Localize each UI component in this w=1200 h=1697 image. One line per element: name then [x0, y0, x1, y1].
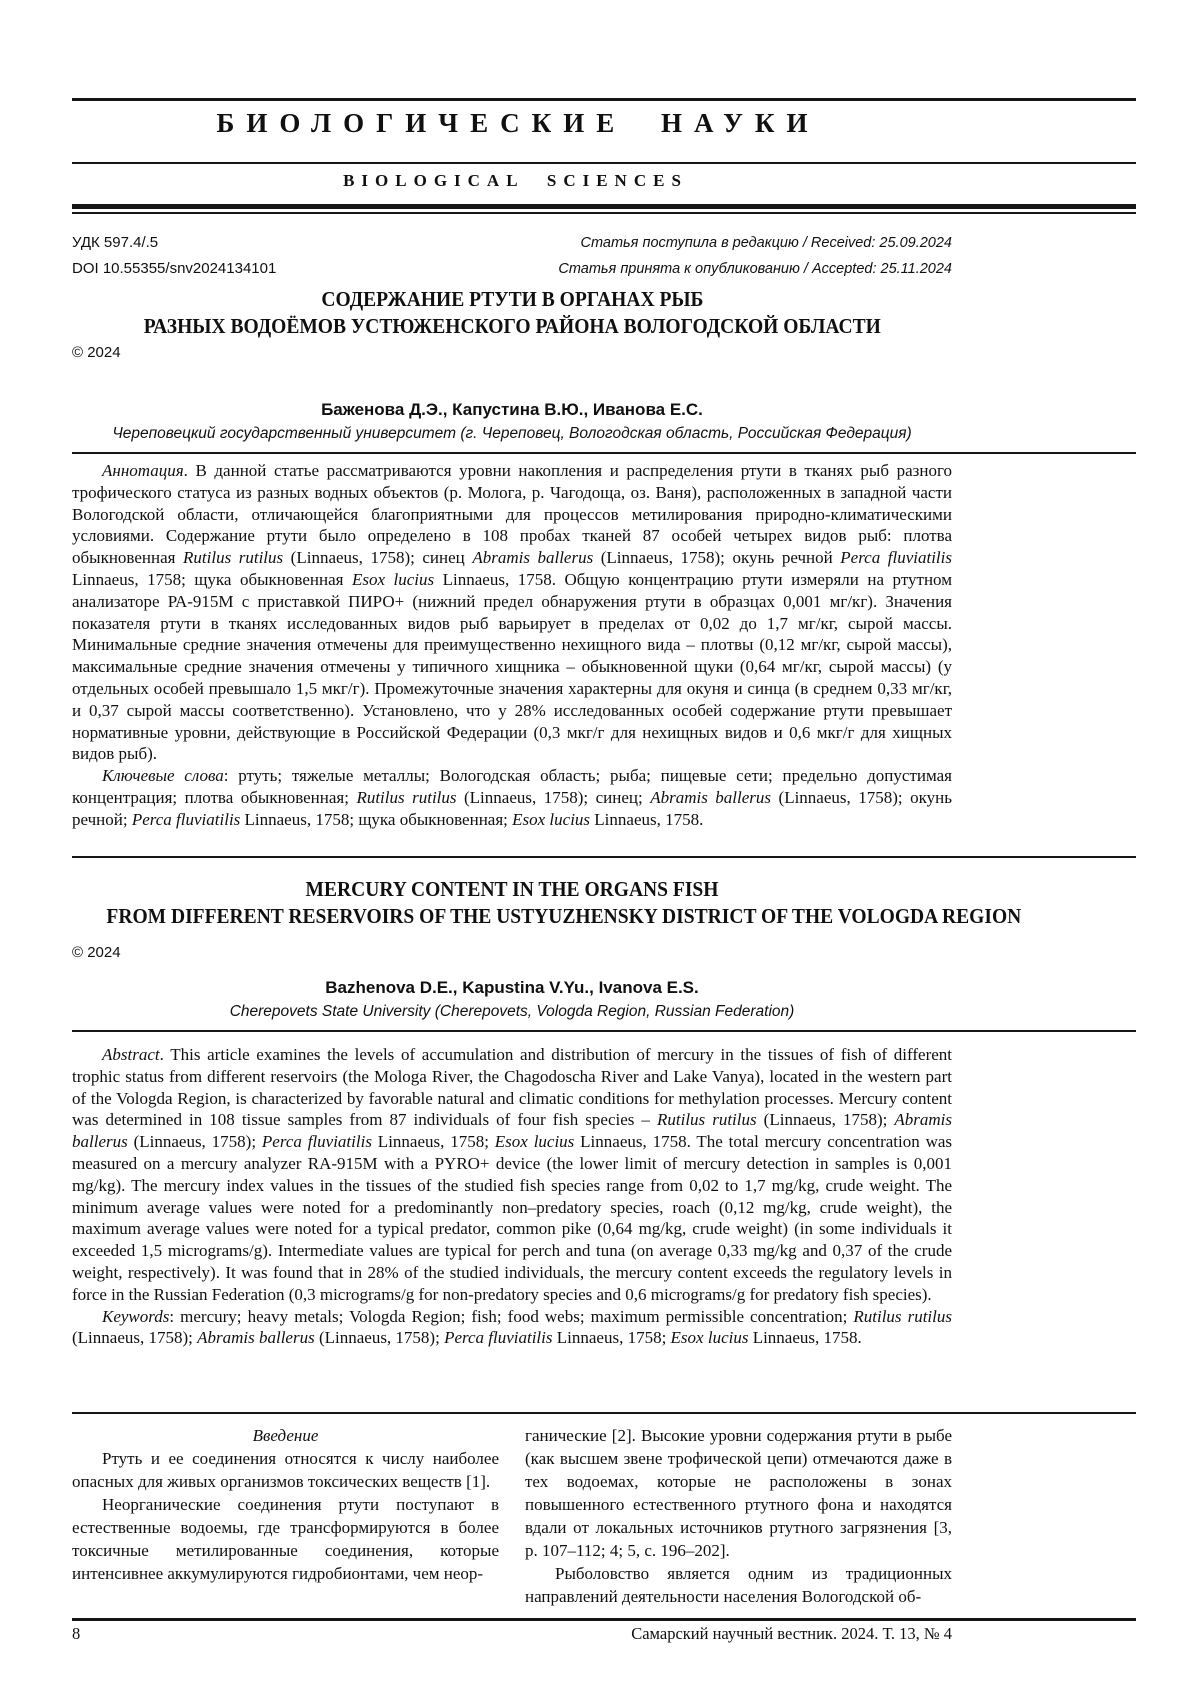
abstract-block-ru: [72, 460, 952, 831]
divider-rule: [72, 856, 1136, 858]
article-title-en: [72, 876, 1022, 930]
page-footer: [72, 1624, 952, 1644]
divider-rule: [72, 162, 1136, 164]
section-header-ru: БИОЛОГИЧЕСКИЕ НАУКИ: [216, 108, 820, 138]
meta-identifiers: [72, 230, 276, 282]
authors-en: Bazhenova D.E., Kapustina V.Yu., Ivanova E.S.: [325, 978, 699, 997]
article-title-en-line2: FROM DIFFERENT RESERVOIRS OF THE USTYUZHENSKY DISTRICT OF THE VOLOGDA REGION: [106, 904, 1022, 928]
intro-paragraph: Ртуть и ее соединения относятся к числу наиболее опасных для живых организмов токсических веществ [1].: [72, 1449, 499, 1491]
article-meta: [72, 230, 952, 282]
article-title-ru-line1: СОДЕРЖАНИЕ РТУТИ В ОРГАНАХ РЫБ: [320, 287, 704, 311]
affiliation-en: Cherepovets State University (Cherepovets, Vologda Region, Russian Federation): [229, 1003, 795, 1020]
article-title-ru-line2: РАЗНЫХ ВОДОЁМОВ УСТЮЖЕНСКОГО РАЙОНА ВОЛОГОДСКОЙ ОБЛАСТИ: [143, 314, 881, 338]
copyright-en: © 2024: [72, 944, 121, 961]
authors-ru: Баженова Д.Э., Капустина В.Ю., Иванова Е.С.: [321, 400, 703, 419]
article-title-en-line1: MERCURY CONTENT IN THE ORGANS FISH: [305, 877, 719, 901]
top-rule: [72, 98, 1136, 101]
abstract-block-en: [72, 1044, 952, 1349]
copyright-ru: © 2024: [72, 344, 121, 361]
divider-rule: [72, 452, 1136, 454]
page-number: 8: [72, 1624, 81, 1643]
intro-right-column: [525, 1424, 952, 1608]
introduction-section: [72, 1424, 952, 1608]
received-date: Статья поступила в редакцию / Received: 25.09.2024: [580, 235, 952, 251]
abstract-en: Abstract. This article examines the levels of accumulation and distribution of mercury in the tissues of fish of different trophic status from different reservoirs (the Mologa River, the Chagodoscha River and Lake Vanya), located in the western part of the Vologda Region, is characterized by favorable natural and climatic conditions for methylation processes. Mercury content was determined in 108 tissue samples from 87 individuals of four fish species – Rutilus rutilus (Linnaeus, 1758); Abramis ballerus (Linnaeus, 1758); Perca fluviatilis Linnaeus, 1758; Esox lucius Linnaeus, 1758. The total mercury concentration was measured on a mercury analyzer RA-915M with a PYRO+ device (the lower limit of mercury detection in samples is 0,001 mg/kg). The mercury index values in the tissues of the studied fish species range from 0,02 to 1,7 mg/kg, crude weight. The minimum average values were noted for a predominantly non–predatory species, roach (0,12 mg/kg, crude weight), the maximum average values were noted for a typical predator, common pike (0,64 mg/kg, crude weight) (in some individuals it exceeded 1,5 micrograms/g). Intermediate values are typical for perch and tuna (on average 0,33 mg/kg and 0,37 of the crude weight, respectively). It was found that in 28% of the studied individuals, the mercury content exceeds the regulatory levels in force in the Russian Federation (0,3 micrograms/g for non-predatory species and 0,6 micrograms/g for predatory fish species).: [72, 1045, 953, 1304]
footer-rule: [72, 1618, 1136, 1621]
intro-left-column: [72, 1424, 499, 1608]
divider-rule: [72, 1412, 1136, 1414]
article-title-ru: [72, 286, 952, 340]
meta-dates: [558, 230, 952, 282]
divider-rule: [72, 1030, 1136, 1032]
keywords-en: Keywords: mercury; heavy metals; Vologda Region; fish; food webs; maximum permissible concentration; Rutilus rutilus (Linnaeus, 1758); Abramis ballerus (Linnaeus, 1758); Perca fluviatilis Linnaeus, 1758; Esox lucius Linnaeus, 1758.: [72, 1306, 952, 1348]
abstract-ru: Аннотация. В данной статье рассматриваются уровни накопления и распределения ртути в тканях рыб разного трофического статуса из разных водных объектов (р. Молога, р. Чагодоща, оз. Ваня), расположенных в западной части Вологодской области, отличающейся благоприятными для процессов метилирования природно-климатическими условиями. Содержание ртути было определено в 108 пробах тканей 87 особей четырех видов рыб: плотва обыкновенная Rutilus rutilus (Linnaeus, 1758); синец Abramis ballerus (Linnaeus, 1758); окунь речной Perca fluviatilis Linnaeus, 1758; щука обыкновенная Esox lucius Linnaeus, 1758. Общую концентрацию ртути измеряли на ртутном анализаторе РА-915М с приставкой ПИРО+ (нижний предел обнаружения ртути в образцах 0,001 мг/кг). Значения показателя ртути в тканях исследованных видов рыб варьирует в пределах от 0,02 до 1,7 мг/кг, сырой массы. Минимальные средние значения отмечены для преимущественно нехищного вида – плотвы (0,12 мг/кг, сырой массы), максимальные средние значения отмечены у типичного хищника – обыкновенной щуки (0,64 мг/кг, сырой массы) (у отдельных особей превышало 1,5 мкг/г). Промежуточные значения характерны для окуня и синца (в среднем 0,33 мг/кг, и 0,37 сырой массы соответственно). Установлено, что у 28% исследованных особей содержание ртути превышает нормативные уровни, действующие в Российской Федерации (0,3 мкг/г для нехищных видов и 0,6 мкг/г для хищных видов рыб).: [72, 461, 952, 764]
section-header-en: BIOLOGICAL SCIENCES: [343, 171, 688, 190]
thin-rule: [72, 212, 1136, 214]
journal-name: Самарский научный вестник. 2024. Т. 13, № 4: [631, 1624, 952, 1643]
affiliation-ru: Череповецкий государственный университет (г. Череповец, Вологодская область, Российская Федерация): [112, 425, 912, 442]
thick-rule: [72, 204, 1136, 209]
intro-paragraph: ганические [2]. Высокие уровни содержания ртути в рыбе (как высшем звене трофической цепи) отмечаются даже в тех водоемах, которые не расположены в зонах повышенного естественного ртутного фона и находятся вдали от локальных источников ртутного загрязнения [3, p. 107–112; 4; 5, с. 196–202].: [525, 1426, 952, 1560]
doi-code: DOI 10.55355/snv2024134101: [72, 260, 277, 277]
intro-heading: Введение: [252, 1426, 319, 1445]
keywords-ru: Ключевые слова: ртуть; тяжелые металлы; Вологодская область; рыба; пищевые сети; предельно допустимая концентрация; плотва обыкновенная; Rutilus rutilus (Linnaeus, 1758); синец; Abramis ballerus (Linnaeus, 1758); окунь речной; Perca fluviatilis Linnaeus, 1758; щука обыкновенная; Esox lucius Linnaeus, 1758.: [72, 766, 952, 829]
intro-paragraph: Неорганические соединения ртути поступают в естественные водоемы, где трансформируются в более токсичные метилированные соединения, которые интенсивнее аккумулируются гидробионтами, чем неор-: [72, 1495, 499, 1583]
udk-code: УДК 597.4/.5: [72, 234, 159, 251]
intro-paragraph: Рыболовство является одним из традиционных направлений деятельности населения Вологодской об-: [525, 1564, 952, 1606]
accepted-date: Статья принята к опубликованию / Accepted: 25.11.2024: [558, 261, 952, 277]
